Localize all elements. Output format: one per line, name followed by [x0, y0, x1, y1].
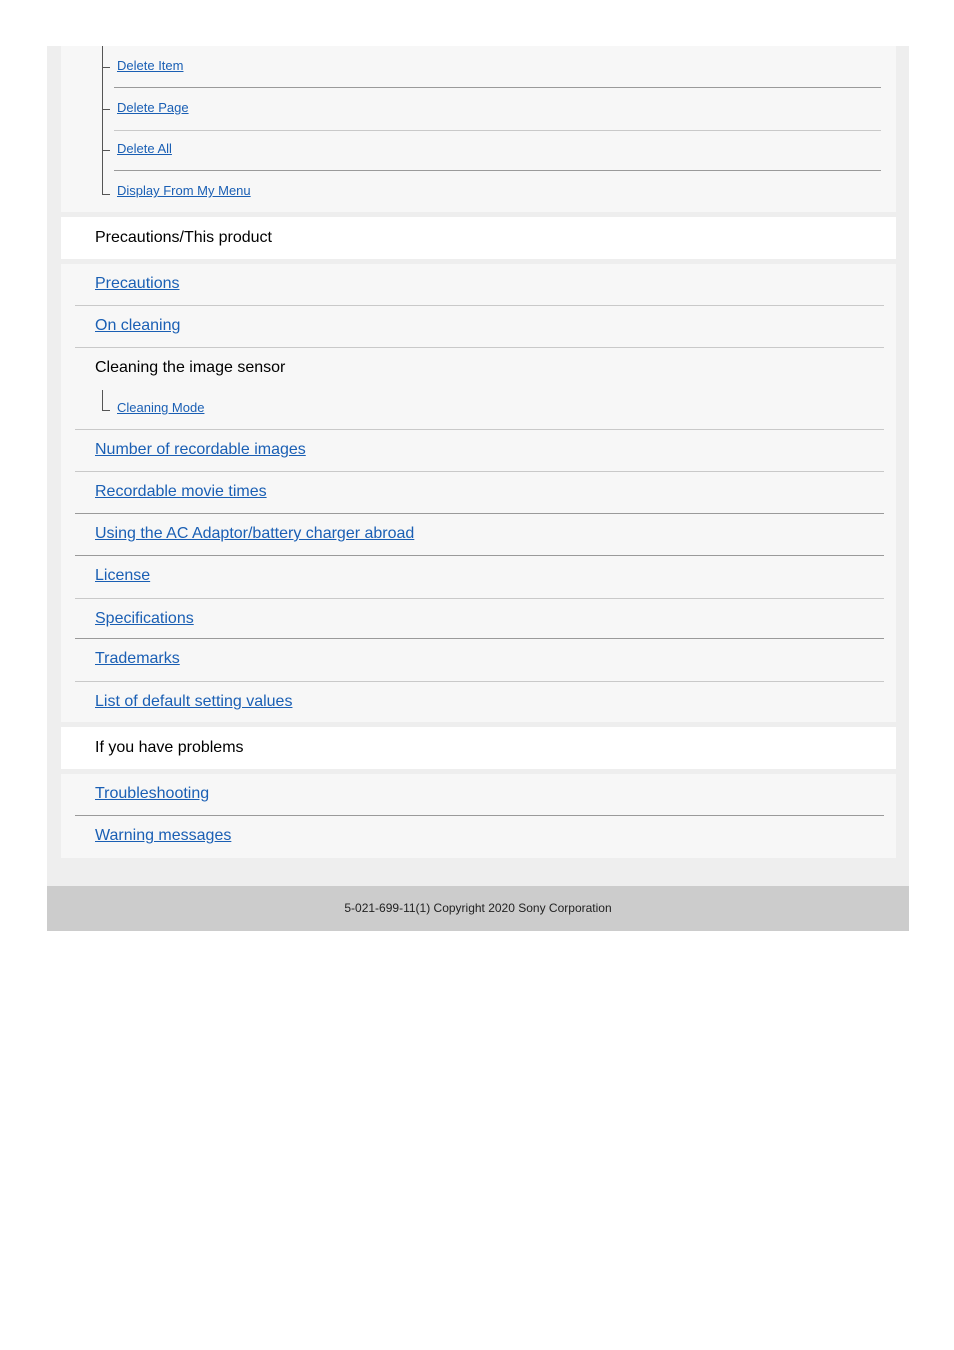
section-title: If you have problems: [95, 739, 244, 756]
display-from-my-menu-link[interactable]: Display From My Menu: [117, 183, 251, 198]
list-item-recordable-movie-times: [75, 472, 884, 513]
delete-page-link[interactable]: Delete Page: [117, 100, 189, 115]
list-item-troubleshooting: [75, 774, 884, 815]
list-item-warning-messages: [75, 816, 884, 858]
on-cleaning-link[interactable]: On cleaning: [95, 317, 181, 334]
list-item-recordable-images: [75, 430, 884, 471]
list-item-cleaning-image-sensor: [75, 348, 884, 429]
cleaning-image-sensor-label: Cleaning the image sensor: [95, 359, 286, 376]
recordable-images-link[interactable]: Number of recordable images: [95, 441, 306, 458]
section-heading-problems: [61, 727, 896, 769]
separator: [114, 170, 881, 171]
section-heading-precautions: [61, 217, 896, 259]
list-item-precautions: [75, 264, 884, 305]
list-item-on-cleaning: [75, 306, 884, 347]
ac-adaptor-link[interactable]: Using the AC Adaptor/battery charger abroad: [95, 525, 415, 542]
list-item-default-settings: [75, 682, 884, 722]
list-item-license: [75, 556, 884, 598]
tree-branch: [102, 410, 110, 411]
list-item-trademarks: [75, 639, 884, 681]
list-item-ac-adaptor: [75, 514, 884, 555]
separator: [114, 87, 881, 88]
cleaning-mode-link[interactable]: Cleaning Mode: [117, 400, 205, 415]
delete-all-link[interactable]: Delete All: [117, 141, 172, 156]
tree-line: [102, 390, 103, 410]
trademarks-link[interactable]: Trademarks: [95, 650, 180, 667]
default-settings-link[interactable]: List of default setting values: [95, 693, 293, 710]
copyright-footer: 5-021-699-11(1) Copyright 2020 Sony Corporation: [47, 886, 909, 931]
tree-line: [102, 46, 103, 194]
recordable-movie-times-link[interactable]: Recordable movie times: [95, 483, 267, 500]
precautions-link[interactable]: Precautions: [95, 275, 180, 292]
separator: [114, 130, 881, 131]
list-item-specifications: [75, 599, 884, 638]
warning-messages-link[interactable]: Warning messages: [95, 827, 232, 844]
specifications-link[interactable]: Specifications: [95, 610, 194, 627]
section-title: Precautions/This product: [95, 229, 272, 246]
troubleshooting-link[interactable]: Troubleshooting: [95, 785, 210, 802]
license-link[interactable]: License: [95, 567, 151, 584]
delete-item-link[interactable]: Delete Item: [117, 58, 184, 73]
